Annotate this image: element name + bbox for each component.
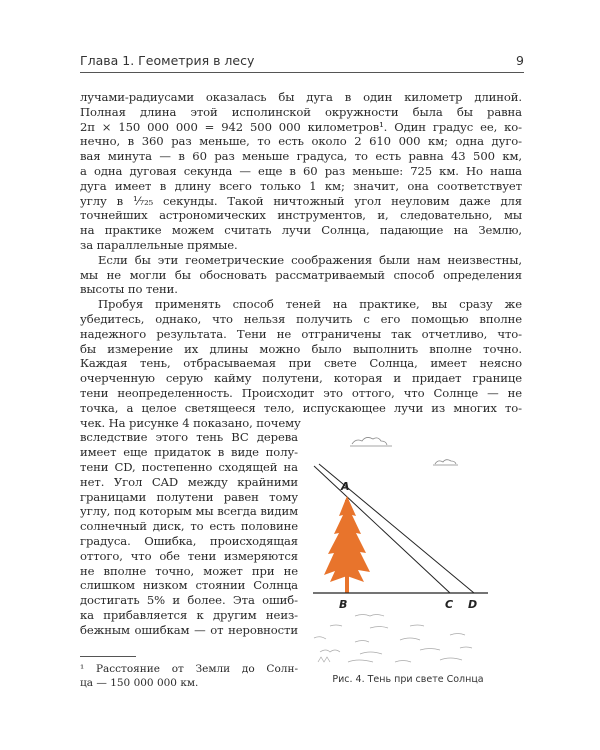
text-line: оттого, что обе тени измеряются: [80, 548, 298, 563]
tree-icon: [324, 496, 370, 593]
text-line: Пробуя применять способ теней на практике, вы сразу же: [98, 297, 522, 312]
cloud-icon: [350, 437, 392, 446]
chapter-title: Глава 1. Геометрия в лесу: [80, 53, 255, 68]
text-line: углу в ¹⁄₇₂₅ секунды. Такой ничтожный угол неуловим даже для: [80, 193, 522, 208]
footnote-line: ¹ Расстояние от Земли до Солн-: [80, 663, 298, 675]
text-line: слишком низком стоянии Солнца: [80, 578, 298, 593]
text-line: солнечный диск, то есть половине: [80, 519, 298, 534]
figure-tree-shadow: [300, 430, 500, 670]
page-number: 9: [516, 53, 524, 68]
label-d: D: [468, 598, 478, 611]
text-line: на практике можем считать лучи Солнца, падающие на Землю,: [80, 223, 522, 238]
text-line: тени CD, постепенно сходящей на: [80, 460, 298, 474]
text-line: вследствие этого тень BC дерева: [80, 430, 298, 445]
text-line: лучами-радиусами оказалась бы дуга в один километр длиной.: [80, 90, 522, 104]
text-line: мы не могли бы обосновать рассматриваемый способ определения: [80, 267, 522, 282]
text-line: 2π × 150 000 000 = 942 500 000 километров¹. Один градус ее, ко-: [80, 119, 522, 134]
text-line: надежного результата. Тени не отграничены так отчетливо, что-: [80, 326, 522, 341]
text-line: границами полутени равен тому: [80, 489, 298, 504]
text-line: вая минута — в 60 раз меньше градуса, то есть равна 43 500 км,: [80, 149, 522, 164]
text-line: не вполне точно, может при не: [80, 563, 298, 578]
footnote-divider: [80, 656, 136, 657]
label-a: A: [341, 480, 350, 493]
text-line: а одна дуговая секунда — еще в 60 раз меньше: 725 км. Но наша: [80, 164, 522, 178]
text-line: чек. На рисунке 4 показано, почему: [80, 415, 301, 430]
text-line: убедитесь, однако, что нельзя получить с его помощью вполне: [80, 312, 522, 326]
text-line: нечно, в 360 раз меньше, то есть около 2 610 000 км; одна дуго-: [80, 134, 522, 149]
text-line: Если бы эти геометрические соображения были нам неизвестны,: [98, 252, 522, 267]
text-line: бежным ошибкам — от неровности: [80, 622, 298, 637]
figure-caption: Рис. 4. Тень при свете Солнца: [332, 674, 484, 685]
text-line: углу, под которым мы всегда видим: [80, 504, 298, 519]
text-line: нет. Угол CAD между крайними: [80, 474, 298, 489]
text-line: Каждая тень, отбрасываемая при свете Солнца, имеет неясно: [80, 356, 522, 371]
text-line: высоты по тени.: [80, 282, 178, 297]
header-divider: [80, 72, 524, 73]
text-line: Полная длина этой исполинской окружности была бы равна: [80, 104, 522, 119]
text-line: градуса. Ошибка, происходящая: [80, 534, 298, 548]
text-line: за параллельные прямые.: [80, 238, 238, 252]
label-c: C: [445, 598, 454, 611]
text-line: точнейших астрономических инструментов, и, следовательно, мы: [80, 208, 522, 223]
grass-icon: [314, 615, 472, 663]
text-line: тени неопределенность. Происходит это оттого, что Солнце — не: [80, 386, 522, 400]
label-b: B: [339, 598, 348, 611]
cloud-icon: [433, 460, 458, 465]
text-line: дуга имеет в длину всего только 1 км; значит, она соответствует: [80, 178, 522, 193]
text-line: достигать 5% и более. Эта ошиб-: [80, 593, 298, 608]
text-line: бы измерение их длины можно было выполнить вполне точно.: [80, 341, 522, 356]
text-line: очерченную серую кайму полутени, которая и придает границе: [80, 371, 522, 386]
text-line: точка, а целое светящееся тело, испускающее лучи из многих то-: [80, 400, 522, 415]
footnote-line: ца — 150 000 000 км.: [80, 677, 199, 689]
text-line: имеет еще придаток в виде полу-: [80, 445, 298, 460]
text-line: ка прибавляется к другим неиз-: [80, 608, 298, 622]
